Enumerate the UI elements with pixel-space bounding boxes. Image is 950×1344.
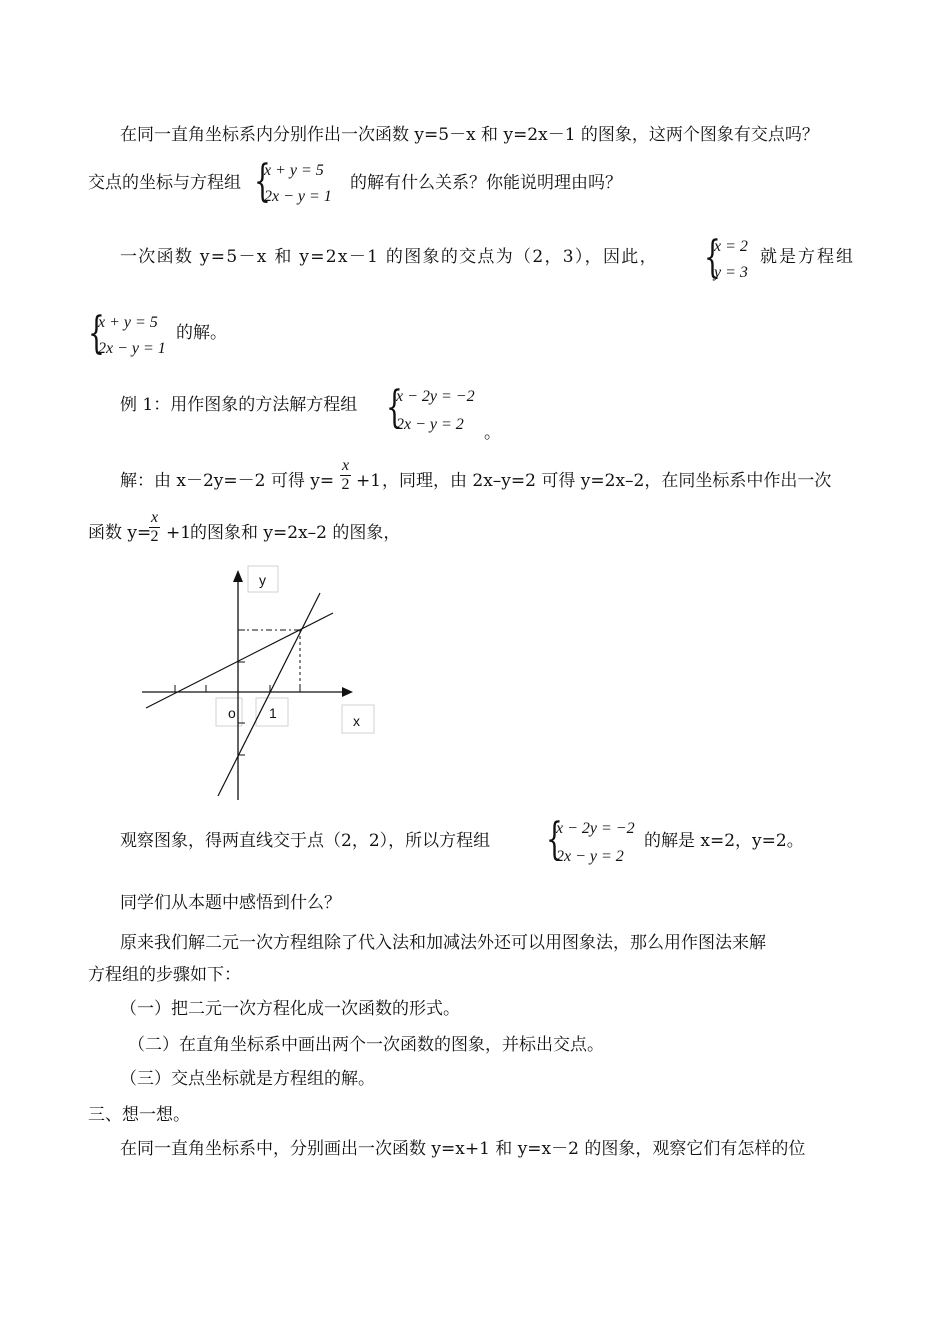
- step-2: （二）在直角坐标系中画出两个一次函数的图象，并标出交点。: [128, 1035, 604, 1055]
- fraction-x-over-2: $\frac{x}{2}$: [150, 509, 159, 545]
- equation: x − 2y = −2: [396, 388, 475, 405]
- method-line-2: 方程组的步骤如下：: [88, 965, 241, 985]
- x-axis-label: x: [353, 713, 360, 729]
- equation: 2x − y = 2: [396, 416, 464, 433]
- solution-system: { x = 2 y = 3: [704, 232, 748, 283]
- example-1-prompt: 例 1：用作图象的方法解方程组: [120, 395, 358, 415]
- coordinate-graph: [130, 560, 390, 805]
- step-1: （一）把二元一次方程化成一次函数的形式。: [120, 999, 460, 1019]
- fraction-x-over-2: $\frac{x}{2}$: [341, 457, 350, 493]
- solution-line-2-b: 的图象和 y=2x–2 的图象，: [190, 523, 401, 543]
- plus-one: +1: [356, 471, 382, 491]
- equation-system-3: { x − 2y = −2 2x − y = 2: [386, 382, 475, 433]
- observe-line-post: 的解是 x=2，y=2。: [644, 831, 804, 851]
- solution-line-1-a: 解：由 x－2y=－2 可得 y=: [120, 471, 335, 491]
- paragraph-1-line-1: 在同一直角坐标系内分别作出一次函数 y=5－x 和 y=2x－1 的图象，这两个图象有交点吗？: [120, 125, 819, 145]
- unit-label: 1: [269, 705, 277, 721]
- think-paragraph: 在同一直角坐标系中，分别画出一次函数 y=x+1 和 y=x－2 的图象，观察它们有怎样的位: [120, 1139, 806, 1159]
- paragraph-2-line-1-post: 就是方程组: [760, 247, 855, 267]
- line-y-2x-minus-2: [218, 593, 320, 796]
- line-y-x-over-2-plus-1: [146, 613, 333, 708]
- section-3-heading: 三、想一想。: [88, 1105, 190, 1125]
- solution-line-1-b: ，同理，由 2x–y=2 可得 y=2x–2，在同坐标系中作出一次: [382, 471, 832, 491]
- origin-label: o: [228, 705, 236, 721]
- paragraph-2-line-2: 的解。: [176, 323, 227, 343]
- equation-system-2: { x + y = 5 2x − y = 1: [88, 308, 166, 359]
- x-axis-arrow: [342, 687, 353, 697]
- paragraph-1-line-2-pre: 交点的坐标与方程组: [88, 173, 241, 193]
- equation: x = 2: [714, 238, 748, 255]
- equation: 2x − y = 2: [556, 848, 624, 865]
- equation: y = 3: [714, 264, 748, 281]
- example-1-period: 。: [484, 423, 501, 443]
- paragraph-2-line-1: 一次函数 y=5－x 和 y=2x－1 的图象的交点为（2，3），因此，: [120, 247, 658, 267]
- equation-system-1: { x + y = 5 2x − y = 1: [254, 156, 332, 207]
- paragraph-1-line-2-post: 的解有什么关系？你能说明理由吗？: [350, 173, 622, 193]
- observe-line-pre: 观察图象，得两直线交于点（2，2），所以方程组: [120, 831, 491, 851]
- solution-line-2-a: 函数 y=: [88, 523, 152, 543]
- plus-one: +1: [166, 523, 192, 543]
- equation: 2x − y = 1: [264, 188, 332, 205]
- y-axis-label: y: [259, 572, 266, 588]
- step-3: （三）交点坐标就是方程组的解。: [120, 1069, 375, 1089]
- equation: x − 2y = −2: [556, 820, 635, 837]
- method-line-1: 原来我们解二元一次方程组除了代入法和加减法外还可以用图象法，那么用作图法来解: [120, 933, 766, 953]
- insight-question: 同学们从本题中感悟到什么？: [120, 893, 341, 913]
- equation: 2x − y = 1: [98, 340, 166, 357]
- equation: x + y = 5: [264, 162, 324, 179]
- equation-system-4: { x − 2y = −2 2x − y = 2: [546, 814, 635, 865]
- y-axis-arrow: [233, 570, 243, 582]
- equation: x + y = 5: [98, 314, 158, 331]
